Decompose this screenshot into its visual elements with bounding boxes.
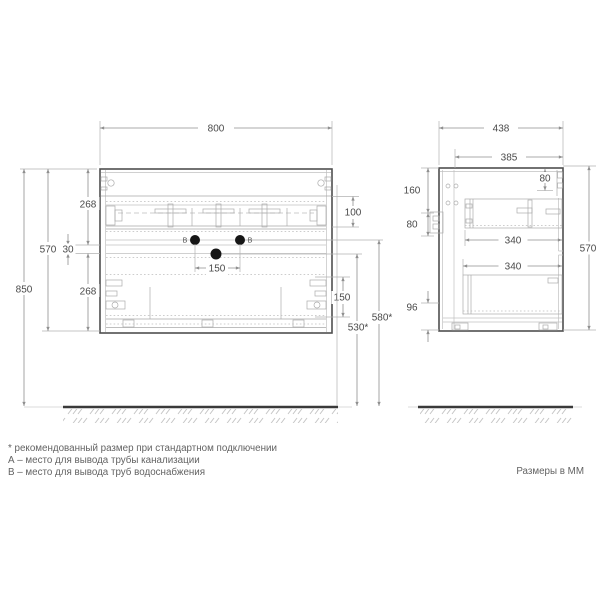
plumbing-points bbox=[183, 235, 383, 260]
dim-front-lower-inner bbox=[315, 277, 353, 317]
side-bottom-structure bbox=[443, 318, 562, 330]
dim-front-total-height-label: 850 bbox=[15, 284, 33, 296]
dim-side-bracket-offset bbox=[404, 168, 439, 213]
dim-front-width-label: 800 bbox=[207, 123, 225, 135]
dim-side-upper-drawer-depth bbox=[465, 230, 562, 247]
dim-front-lower-drawer bbox=[77, 254, 100, 332]
dim-front-drain-height-label: 530* bbox=[347, 322, 369, 334]
dim-side-height-label: 570 bbox=[579, 243, 597, 255]
supply-point-b-left bbox=[190, 235, 200, 245]
side-cabinet-outline bbox=[439, 168, 563, 331]
dim-front-width bbox=[100, 121, 332, 165]
dim-side-lower-drawer-depth bbox=[463, 259, 562, 275]
floor-front bbox=[24, 407, 352, 423]
side-mounting-holes bbox=[446, 184, 458, 205]
side-view bbox=[404, 121, 600, 342]
dim-side-bottom-clearance bbox=[406, 291, 439, 342]
floor-side bbox=[408, 407, 582, 423]
front-lower-drawer bbox=[106, 275, 326, 328]
dim-side-depth-label: 438 bbox=[492, 123, 510, 135]
note-point-b: В – место для вывода труб водоснабжения bbox=[8, 467, 206, 478]
dim-side-top-clearance bbox=[537, 169, 553, 191]
units-note: Размеры в ММ bbox=[516, 466, 584, 477]
dim-front-supply-spacing-label: 150 bbox=[208, 263, 226, 275]
dim-front-gap-label: 30 bbox=[62, 244, 74, 256]
dim-front-gap bbox=[61, 234, 101, 265]
drain-point-a bbox=[211, 249, 222, 260]
dim-side-inner-depth-label: 385 bbox=[500, 152, 518, 164]
dim-side-bracket-offset-label: 160 bbox=[403, 185, 421, 197]
point-b-right-label: B bbox=[247, 237, 253, 245]
dim-front-lower-inner-label: 150 bbox=[333, 292, 351, 304]
note-recommended-size: * рекомендованный размер при стандартном подключении bbox=[8, 443, 277, 454]
dim-side-bracket-height-label: 80 bbox=[406, 219, 418, 231]
side-lower-drawer bbox=[463, 275, 562, 314]
note-point-a: А – место для вывода трубы канализации bbox=[8, 455, 200, 466]
front-view bbox=[13, 121, 396, 406]
side-wall-bracket bbox=[430, 212, 443, 233]
dim-side-bottom-clearance-label: 96 bbox=[406, 302, 418, 314]
front-mounting-hardware bbox=[101, 177, 331, 190]
dim-front-supply-height-label: 580* bbox=[371, 312, 393, 324]
dim-side-upper-drawer-depth-label: 340 bbox=[504, 235, 522, 247]
dim-front-supply-spacing bbox=[195, 244, 240, 275]
side-upper-drawer bbox=[465, 199, 562, 228]
dim-side-lower-drawer-depth-label: 340 bbox=[504, 261, 522, 273]
dim-front-lower-drawer-label: 268 bbox=[79, 286, 97, 298]
dim-side-top-clearance-label: 80 bbox=[539, 173, 551, 185]
point-b-left-label: B bbox=[182, 237, 188, 245]
dim-side-height bbox=[563, 166, 600, 330]
dim-front-upper-inner-label: 100 bbox=[344, 207, 362, 219]
dim-front-upper-drawer bbox=[62, 169, 100, 245]
legend bbox=[8, 443, 584, 478]
dim-front-cabinet-height-label: 570 bbox=[39, 244, 57, 256]
dim-side-inner-depth bbox=[455, 149, 563, 168]
dim-front-upper-drawer-label: 268 bbox=[79, 199, 97, 211]
supply-point-b-right bbox=[235, 235, 245, 245]
front-upper-drawer-mechanism bbox=[106, 202, 326, 232]
